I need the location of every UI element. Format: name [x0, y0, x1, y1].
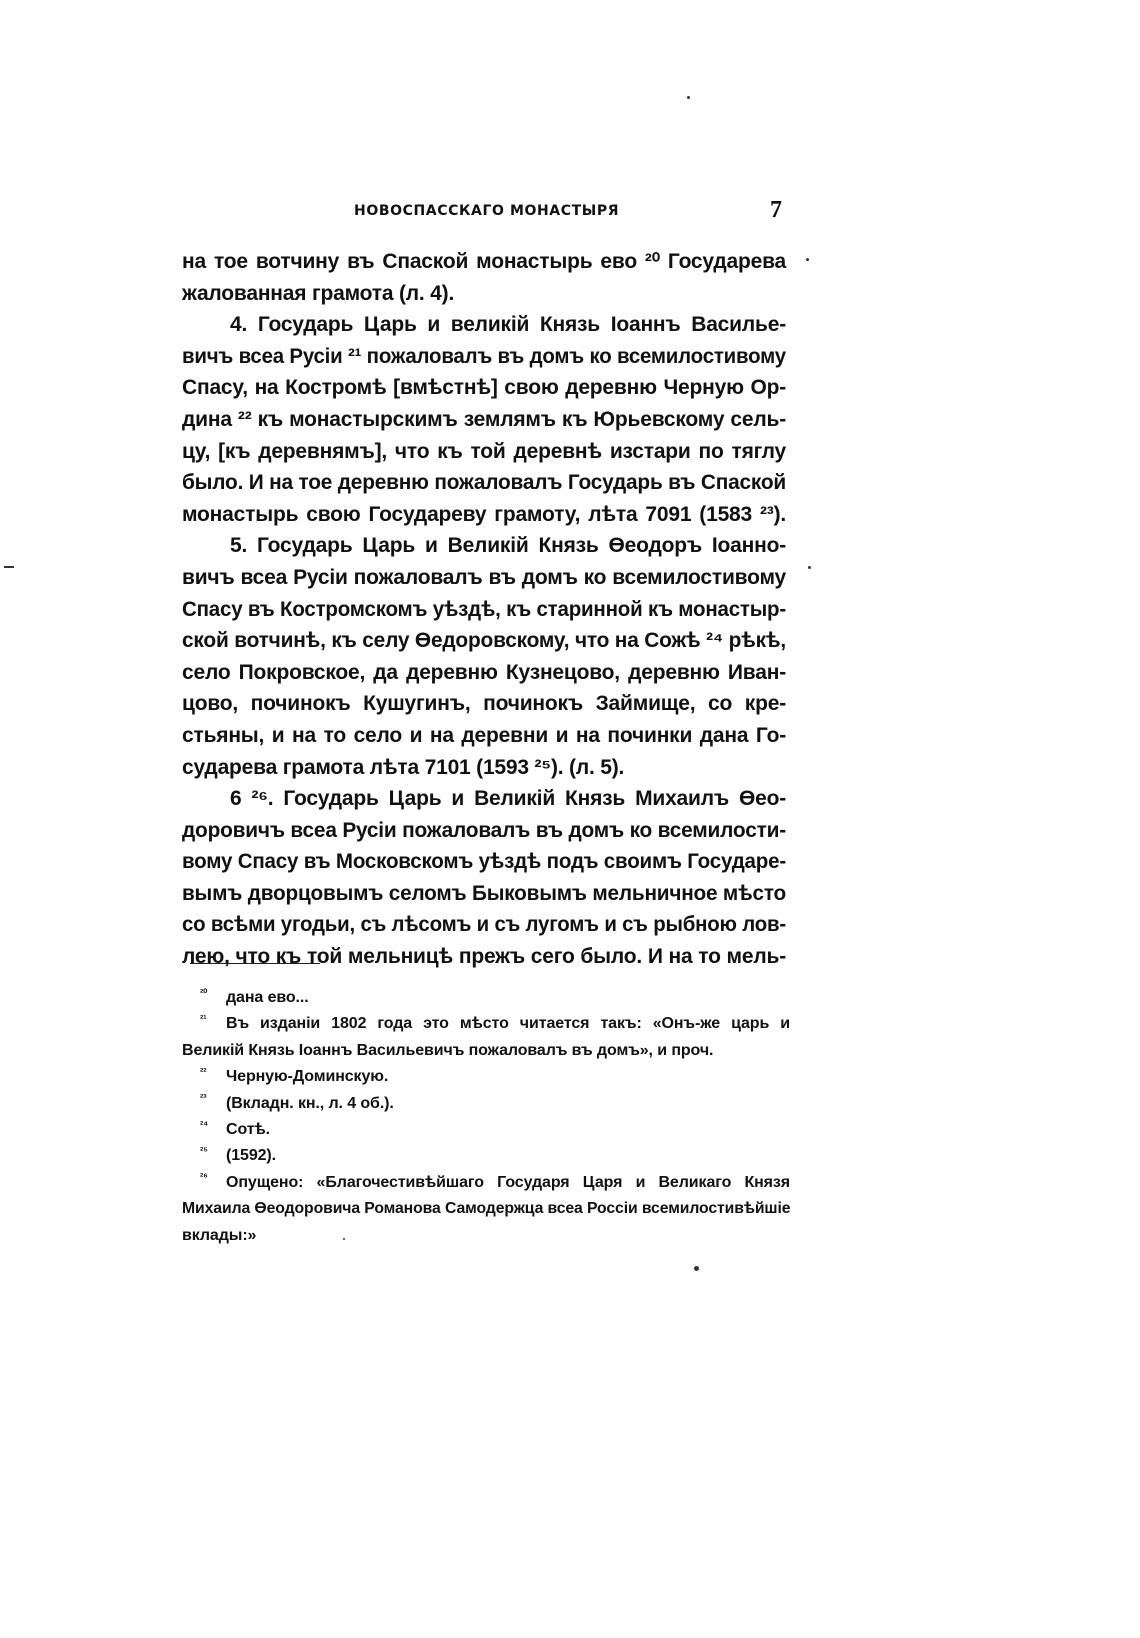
text-line: доровичъ всеа Русіи пожаловалъ въ домъ ко всемилости- — [182, 818, 786, 842]
footnote-text: (1592). — [226, 1147, 276, 1165]
text-line: вымъ дворцовымъ селомъ Быковымъ мельничное мѣсто — [182, 881, 787, 905]
footnote-line: ²⁵ (1592). — [200, 1146, 276, 1165]
main-text — [182, 246, 786, 973]
footnote-text: Въ изданіи 1802 года это мѣсто читается такъ: «Онъ-же царь и — [226, 1015, 790, 1033]
running-title: НОВОСПАССКАГО МОНАСТЫРЯ — [354, 203, 620, 219]
footnote-line: ²² Черную-Доминскую. — [200, 1066, 389, 1086]
footnote-text: Великій Князь Іоаннъ Васильевичъ пожаловалъ въ домъ», и проч. — [182, 1041, 714, 1059]
text-line: монастырь свою Государеву грамоту, лѣта 7091 (1583 ²³). — [182, 502, 786, 526]
text-line: было. И на тое деревню пожаловалъ Государь въ Спаской — [182, 471, 787, 495]
text-line: 4. Государь Царь и великій Князь Іоаннъ Василье- — [230, 313, 786, 337]
footnote-line: ²¹ Въ изданіи 1802 года это мѣсто читается такъ: «Онъ-же царь и — [200, 1014, 790, 1033]
text-line: стьяны, и на то село и на деревни и на починки дана Го- — [182, 723, 786, 747]
text-line: 5. Государь Царь и Великій Князь Өеодоръ Іоанно- — [230, 534, 786, 558]
scan-speck — [694, 1266, 699, 1271]
text-line: жалованная грамота (л. 4). — [182, 281, 455, 305]
footnote-line: ²⁰ дана ево... — [200, 987, 309, 1006]
footnote-line — [182, 1038, 790, 1064]
scan-mark — [4, 566, 14, 568]
text-line: со всѣми угодьи, съ лѣсомъ и съ лугомъ и съ рыбною лов- — [182, 913, 787, 937]
text-line: ской вотчинѣ, къ селу Өедоровскому, что на Сожѣ ²⁴ рѣкѣ, — [182, 629, 787, 653]
footnote-text: Сотѣ. — [226, 1120, 270, 1138]
footnote-text: Черную-Доминскую. — [226, 1068, 389, 1086]
footnote-line: ²⁴ Сотѣ. — [200, 1119, 270, 1138]
running-head — [182, 197, 782, 227]
text-line: дина ²² къ монастырскимъ землямъ къ Юрьевскому сель- — [182, 407, 786, 431]
text-line: село Покровское, да деревню Кузнецово, деревню Иван- — [182, 660, 786, 684]
footnote-line — [182, 1223, 790, 1249]
text-line: вичъ всеа Русіи ²¹ пожаловалъ въ домъ ко всемилостивому — [182, 344, 786, 368]
footnote-text: (Вкладн. кн., л. 4 об.). — [226, 1094, 394, 1112]
footnote-text: Михаила Өеодоровича Романова Самодержца всеа Россіи всемилостивѣйшіе — [182, 1200, 791, 1218]
scan-speck — [808, 566, 811, 569]
text-line: Спасу, на Костромѣ [вмѣстнѣ] свою деревню Черную Ор- — [182, 376, 786, 400]
footnotes — [182, 985, 791, 1249]
scan-speck — [687, 96, 690, 99]
footnote-line: ²⁶ Опущено: «Благочестивѣйшаго Государя Царя и Великаго Князя — [200, 1172, 790, 1191]
text-line: 6 ²⁶. Государь Царь и Великій Князь Михаилъ Өео- — [230, 787, 786, 811]
footnote-separator — [190, 963, 320, 964]
text-line: вичъ всеа Русіи пожаловалъ въ домъ ко всемилостивому — [182, 565, 786, 589]
page-number: 7 — [770, 197, 782, 223]
text-line: вому Спасу въ Московскомъ уѣздѣ подъ своимъ Государе- — [182, 850, 786, 874]
footnote-line: ²³ (Вкладн. кн., л. 4 об.). — [200, 1093, 394, 1112]
text-line: цово, починокъ Кушугинъ, починокъ Займище, со кре- — [182, 692, 786, 716]
footnote-text: Опущено: «Благочестивѣйшаго Государя Царя и Великаго Князя — [226, 1173, 790, 1191]
scan-speck — [806, 258, 809, 261]
text-line: на тое вотчину въ Спаской монастырь ево ²⁰ Государева — [182, 250, 786, 273]
text-line: цу, [къ деревнямъ], что къ той деревнѣ изстари по тяглу — [182, 439, 786, 463]
text-line: Спасу въ Костромскомъ уѣздѣ, къ старинной къ монастыр- — [182, 597, 787, 621]
footnote-text: дана ево... — [226, 989, 309, 1006]
scan-speck — [343, 1238, 345, 1240]
text-line: сударева грамота лѣта 7101 (1593 ²⁵). (л. 5). — [182, 755, 625, 779]
footnote-text: вклады:» — [182, 1226, 257, 1244]
text-line: лею, что къ той мельницѣ прежъ сего было. И на то мель- — [182, 945, 786, 969]
footnote-line — [182, 1196, 791, 1222]
